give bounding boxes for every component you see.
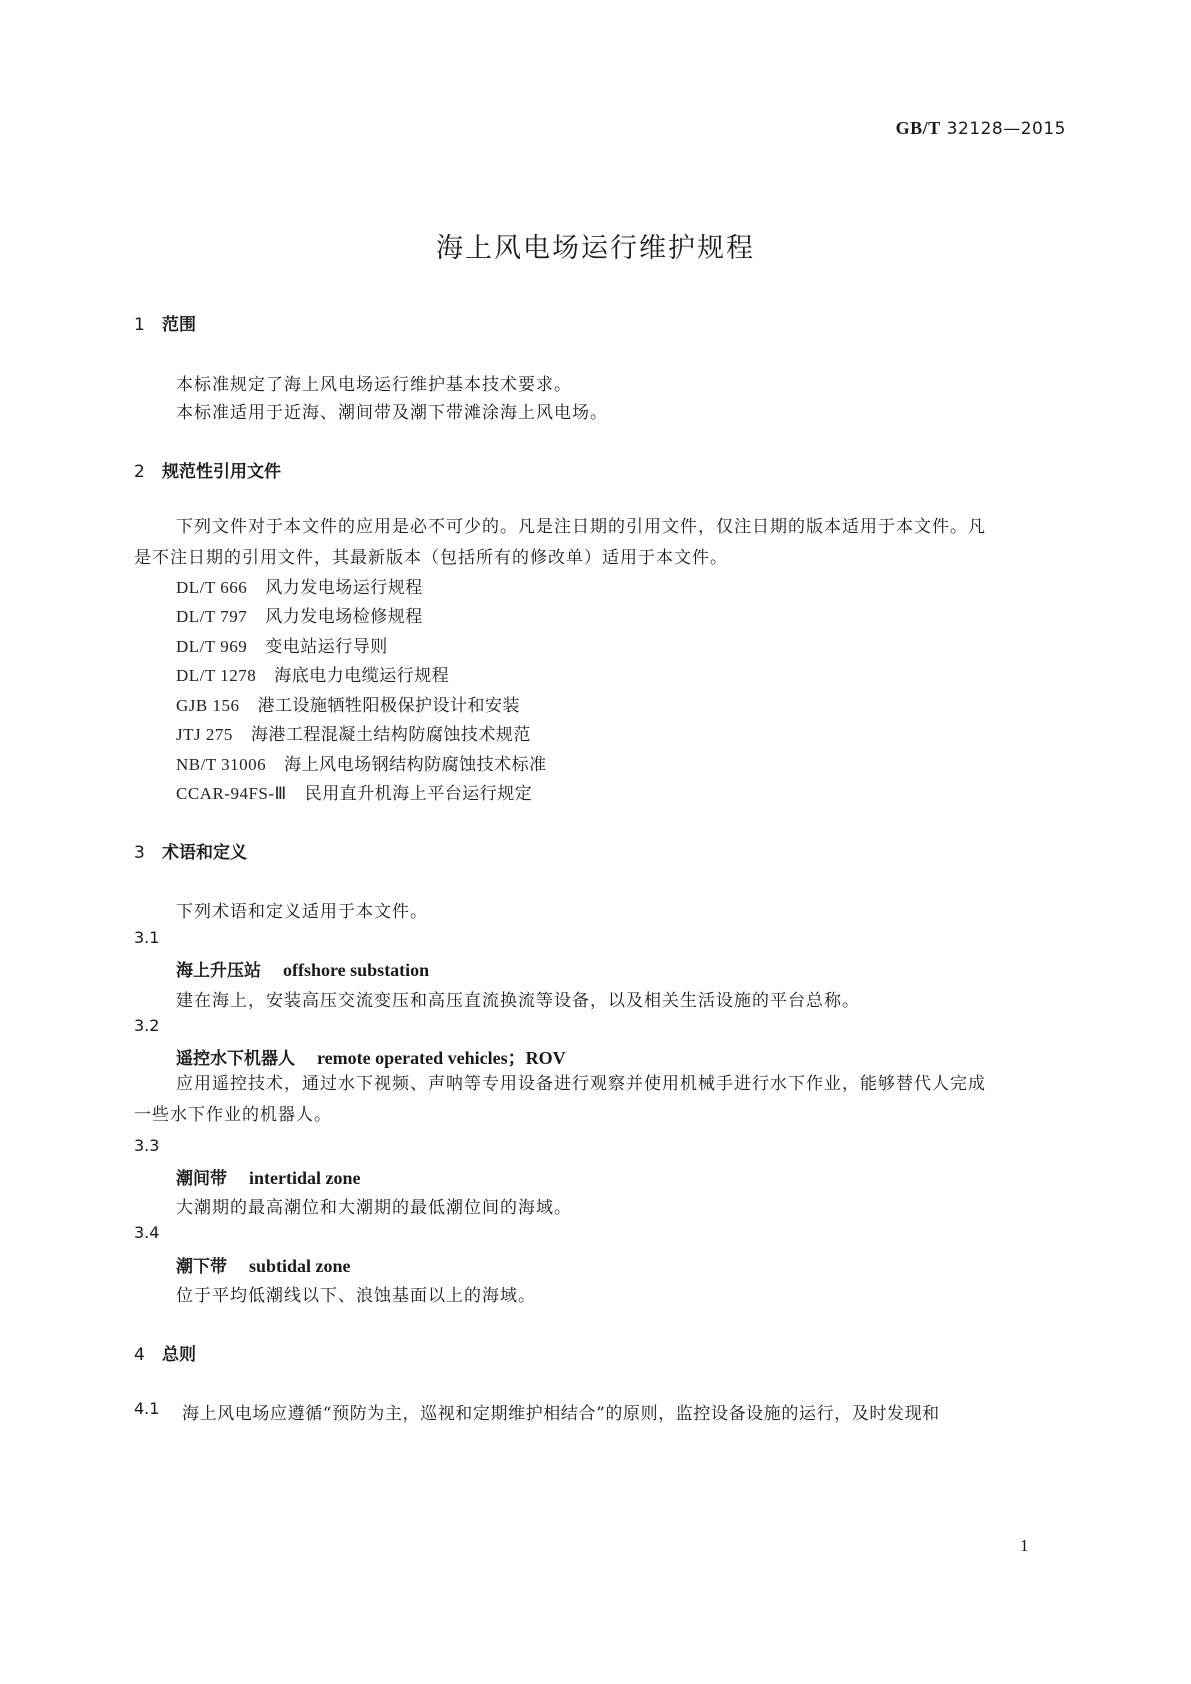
standard-prefix: GB/T [895,118,941,138]
paragraph: 本标准规定了海上风电场运行维护基本技术要求。 [176,375,572,395]
reference-item: DL/T 797 风力发电场检修规程 [176,607,423,627]
page-number: 1 [1020,1536,1029,1555]
standard-number: 32128—2015 [946,119,1066,139]
term-definition: 建在海上，安装高压交流变压和高压直流换流等设备，以及相关生活设施的平台总称。 [176,991,860,1011]
document-title: 海上风电场运行维护规程 [436,233,755,264]
term-definition: 应用遥控技术，通过水下视频、声呐等专用设备进行观察并使用机械手进行水下作业，能够替代人完成一些水下作业的机器人。 [134,1074,986,1125]
section-3-heading: 3 术语和定义 [134,843,247,863]
term-number: 3.3 [134,1136,160,1155]
paragraph: 本标准适用于近海、潮间带及潮下带滩涂海上风电场。 [176,403,608,423]
reference-item: DL/T 1278 海底电力电缆运行规程 [176,666,450,686]
term-number: 3.2 [134,1016,160,1035]
section-2-intro: 下列文件对于本文件的应用是必不可少的。凡是注日期的引用文件，仅注日期的版本适用于本文件。凡是不注日期的引用文件，其最新版本（包括所有的修改单）适用于本文件。 [134,517,986,568]
clause-text: 海上风电场应遵循“预防为主，巡视和定期维护相结合”的原则，监控设备设施的运行，及时发现和 [182,1404,940,1424]
reference-item: NB/T 31006 海上风电场钢结构防腐蚀技术标准 [176,755,547,775]
term-title: 海上升压站 offshore substation [176,960,430,981]
reference-item: GJB 156 港工设施牺牲阳极保护设计和安装 [176,696,520,716]
reference-item: DL/T 666 风力发电场运行规程 [176,578,423,598]
clause-number: 4.1 [134,1399,160,1418]
reference-item: JTJ 275 海港工程混凝土结构防腐蚀技术规范 [176,725,531,745]
standard-code [896,118,1066,139]
term-title: 潮间带 intertidal zone [176,1168,361,1189]
term-title: 潮下带 subtidal zone [176,1256,351,1277]
reference-item: CCAR-94FS-Ⅲ 民用直升机海上平台运行规定 [176,784,533,804]
term-definition: 位于平均低潮线以下、浪蚀基面以上的海域。 [176,1286,536,1306]
term-number: 3.1 [134,928,160,947]
reference-item: DL/T 969 变电站运行导则 [176,637,388,657]
term-definition: 大潮期的最高潮位和大潮期的最低潮位间的海域。 [176,1198,572,1218]
section-4-heading: 4 总则 [134,1345,196,1365]
section-3-intro: 下列术语和定义适用于本文件。 [176,902,428,922]
section-1-heading: 1 范围 [134,315,196,335]
section-2-heading: 2 规范性引用文件 [134,462,281,482]
term-number: 3.4 [134,1223,160,1242]
term-title: 遥控水下机器人 remote operated vehicles；ROV [176,1048,566,1069]
